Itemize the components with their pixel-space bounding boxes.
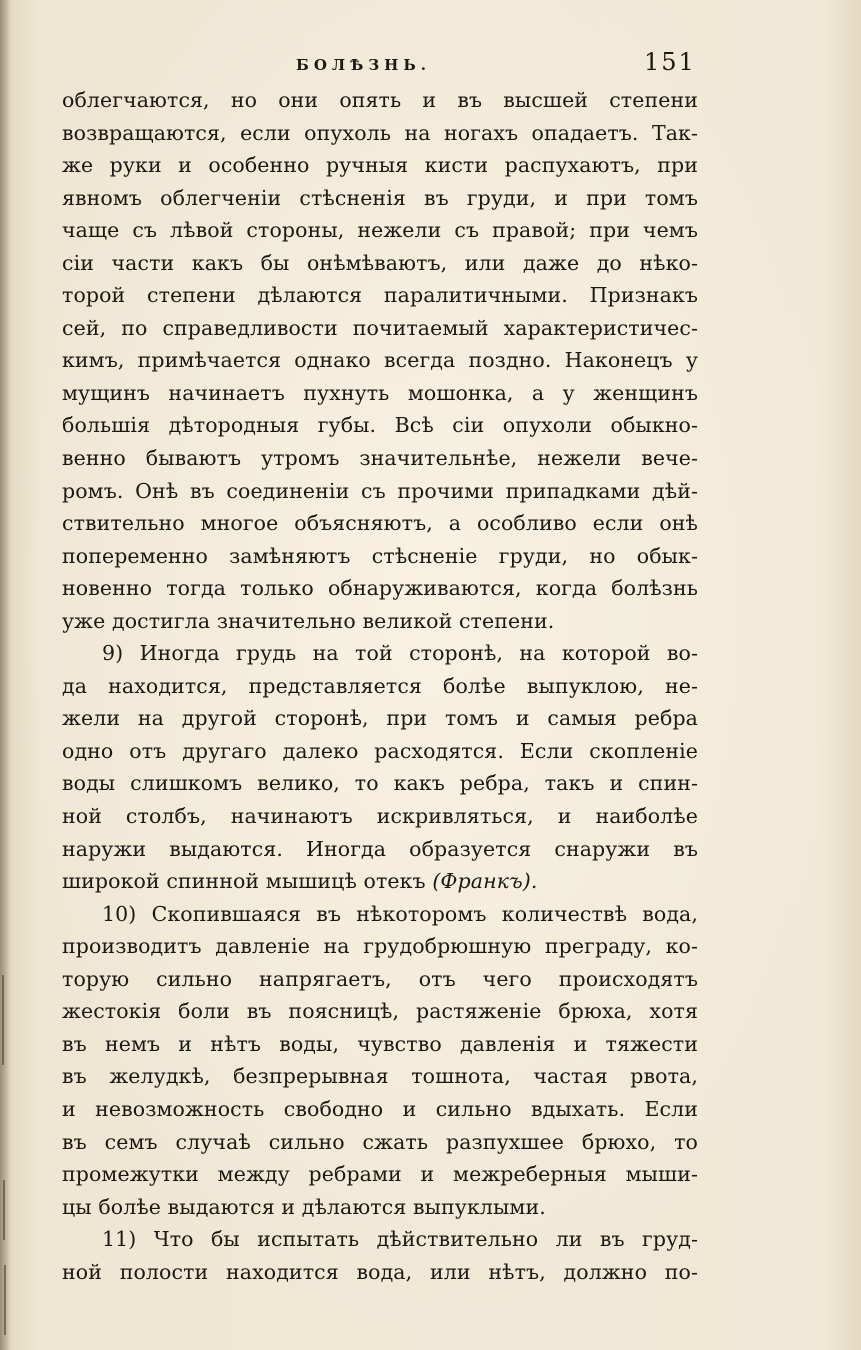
text-line: въ немъ и нѣтъ воды, чувство давленія и тяжести — [62, 1031, 698, 1056]
text-line: въ семъ случаѣ сильно сжать разпухшее брюхо, то — [62, 1129, 698, 1154]
page-number: 151 — [644, 48, 696, 76]
text-line: ной столбъ, начинаютъ искривляться, и наиболѣе — [62, 804, 698, 829]
text-line: ной полости находится вода, или нѣтъ, должно по- — [62, 1259, 698, 1284]
page-spine-shadow — [0, 0, 10, 1350]
text-line-segment: широкой спинной мышицѣ отекъ — [62, 869, 426, 894]
text-line: явномъ облегченіи стѣсненія въ груди, и при томъ — [62, 185, 698, 210]
text-line: воды слишкомъ велико, то какъ ребра, такъ и спин- — [62, 771, 698, 796]
text-line: наружи выдаются. Иногда образуется снаружи въ — [62, 836, 698, 861]
paragraph-11-first-line: 11) Что бы испытать дѣйствительно ли въ груд- — [102, 1227, 698, 1252]
text-line: венно бываютъ утромъ значительнѣе, нежели вече- — [62, 446, 698, 471]
text-line: кимъ, примѣчается однако всегда поздно. Наконецъ у — [62, 348, 698, 373]
text-line: ромъ. Онѣ въ соединеніи съ прочими припадками дѣй- — [62, 478, 698, 503]
text-line: цы болѣе выдаются и дѣлаются выпуклыми. — [62, 1194, 546, 1219]
margin-mark — [2, 975, 4, 1065]
text-line: чаще съ лѣвой стороны, нежели съ правой; при чемъ — [62, 218, 698, 243]
text-line-with-citation — [62, 865, 698, 898]
text-line: мущинъ начинаетъ пухнуть мошонка, а у женщинъ — [62, 380, 698, 405]
margin-mark — [4, 1265, 6, 1335]
text-line: торой степени дѣлаются паралитичными. Признакъ — [62, 283, 698, 308]
text-line: производитъ давленіе на грудобрюшную преграду, ко- — [62, 934, 698, 959]
page-header — [0, 46, 861, 86]
text-line: торую сильно напрягаетъ, отъ чего происходятъ — [62, 966, 698, 991]
body-text — [62, 84, 698, 1288]
text-line: сей, по справедливости почитаемый характеристичес- — [62, 315, 698, 340]
text-line: въ желудкѣ, безпрерывная тошнота, частая рвота, — [62, 1064, 698, 1089]
text-line: жестокія боли въ поясницѣ, растяженіе брюха, хотя — [62, 999, 698, 1024]
citation-frank: (Франкъ). — [432, 869, 538, 894]
text-line: ствительно многое объясняютъ, а особливо если онѣ — [62, 511, 698, 536]
text-line: новенно тогда только обнаруживаются, когда болѣзнь — [62, 576, 698, 601]
text-line: и невозможность свободно и сильно вдыхать. Если — [62, 1096, 698, 1121]
text-line: же руки и особенно ручныя кисти распухаютъ, при — [62, 153, 698, 178]
text-line: да находится, представляется болѣе выпуклою, не- — [62, 673, 698, 698]
text-line: одно отъ другаго далеко расходятся. Если скопленіе — [62, 738, 698, 763]
text-line: облегчаются, но они опять и въ высшей степени — [62, 88, 698, 112]
text-line: уже достигла значительно великой степени. — [62, 608, 555, 633]
paragraph-9-first-line: 9) Иногда грудь на той сторонѣ, на которой во- — [102, 641, 698, 666]
text-line: возвращаются, если опухоль на ногахъ опадаетъ. Так- — [62, 120, 698, 145]
text-line: жели на другой сторонѣ, при томъ и самыя ребра — [62, 706, 698, 731]
text-line: большія дѣтородныя губы. Всѣ сіи опухоли обыкно- — [62, 413, 698, 438]
text-line: промежутки между ребрами и межреберныя мыши- — [62, 1162, 698, 1187]
paragraph-10-first-line: 10) Скопившаяся въ нѣкоторомъ количествѣ вода, — [102, 901, 698, 926]
text-line: попеременно замѣняютъ стѣсненіе груди, но обык- — [62, 543, 698, 568]
text-line: сіи части какъ бы онѣмѣваютъ, или даже до нѣко- — [62, 250, 698, 275]
running-title: БОЛѢЗНЬ. — [296, 56, 431, 74]
margin-mark — [3, 1180, 5, 1240]
